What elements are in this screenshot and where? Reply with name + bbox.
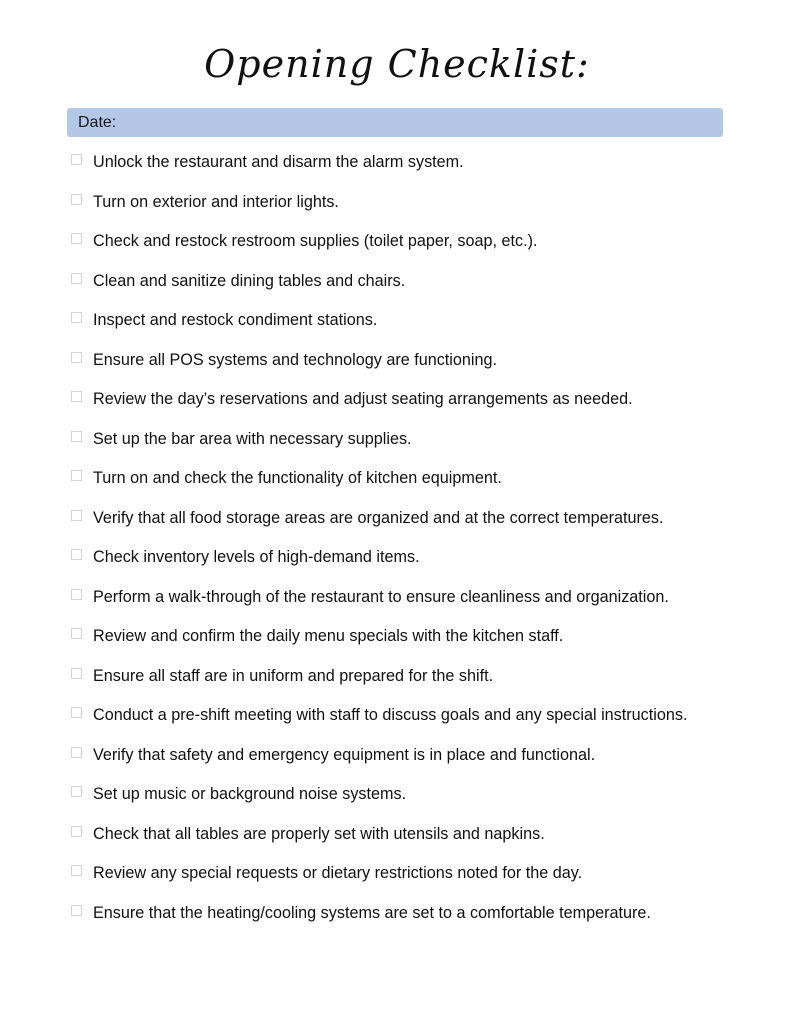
item-label: Inspect and restock condiment stations. — [93, 311, 378, 329]
list-item — [71, 616, 761, 656]
checkbox[interactable] — [71, 549, 82, 560]
list-item — [71, 537, 761, 577]
item-label: Verify that all food storage areas are organized and at the correct temperatures. — [93, 508, 664, 527]
checkbox[interactable] — [71, 273, 82, 284]
checklist — [71, 142, 761, 932]
list-item — [71, 695, 761, 735]
list-item — [71, 498, 761, 538]
item-label: Perform a walk-through of the restaurant to ensure cleanliness and organization. — [93, 587, 669, 606]
checkbox[interactable] — [71, 668, 82, 679]
checkbox[interactable] — [71, 707, 82, 718]
date-label: Date: — [78, 113, 117, 131]
list-item — [71, 379, 761, 419]
item-label: Review and confirm the daily menu specials with the kitchen staff. — [93, 627, 564, 645]
checkbox[interactable] — [71, 233, 82, 244]
list-item — [71, 419, 761, 459]
list-item — [71, 261, 761, 301]
item-label: Verify that safety and emergency equipment is in place and functional. — [93, 745, 596, 764]
list-item — [71, 893, 761, 933]
item-label: Ensure all staff are in uniform and prepared for the shift. — [93, 666, 494, 685]
list-item — [71, 300, 761, 340]
list-item — [71, 340, 761, 380]
item-label: Review the day’s reservations and adjust seating arrangements as needed. — [93, 390, 633, 408]
checkbox[interactable] — [71, 470, 82, 481]
item-label: Check and restock restroom supplies (toilet paper, soap, etc.). — [93, 232, 538, 250]
checkbox[interactable] — [71, 391, 82, 402]
item-label: Turn on and check the functionality of kitchen equipment. — [93, 469, 502, 487]
checkbox[interactable] — [71, 352, 82, 363]
item-label: Conduct a pre-shift meeting with staff to discuss goals and any special instructions. — [93, 706, 688, 724]
list-item — [71, 182, 761, 222]
item-label: Set up music or background noise systems. — [93, 785, 407, 803]
checkbox[interactable] — [71, 312, 82, 323]
list-item — [71, 814, 761, 854]
list-item — [71, 577, 761, 617]
item-label: Turn on exterior and interior lights. — [93, 192, 339, 211]
checkbox[interactable] — [71, 589, 82, 600]
checkbox[interactable] — [71, 628, 82, 639]
checkbox[interactable] — [71, 194, 82, 205]
checkbox[interactable] — [71, 431, 82, 442]
list-item — [71, 221, 761, 261]
item-label: Unlock the restaurant and disarm the alarm system. — [93, 153, 464, 171]
item-label: Review any special requests or dietary restrictions noted for the day. — [93, 864, 583, 882]
list-item — [71, 458, 761, 498]
checkbox[interactable] — [71, 905, 82, 916]
page-title: Opening Checklist: — [204, 42, 590, 86]
checkbox[interactable] — [71, 747, 82, 758]
list-item — [71, 735, 761, 775]
checkbox[interactable] — [71, 786, 82, 797]
item-label: Ensure that the heating/cooling systems are set to a comfortable temperature. — [93, 903, 651, 922]
item-label: Clean and sanitize dining tables and chairs. — [93, 271, 406, 290]
list-item — [71, 853, 761, 893]
date-field[interactable] — [67, 108, 723, 137]
item-label: Set up the bar area with necessary supplies. — [93, 429, 412, 448]
checkbox[interactable] — [71, 826, 82, 837]
checkbox[interactable] — [71, 154, 82, 165]
list-item — [71, 142, 761, 182]
checkbox[interactable] — [71, 865, 82, 876]
item-label: Check that all tables are properly set with utensils and napkins. — [93, 824, 545, 843]
item-label: Check inventory levels of high-demand items. — [93, 548, 420, 566]
list-item — [71, 656, 761, 696]
list-item — [71, 774, 761, 814]
item-label: Ensure all POS systems and technology are functioning. — [93, 350, 498, 369]
checkbox[interactable] — [71, 510, 82, 521]
